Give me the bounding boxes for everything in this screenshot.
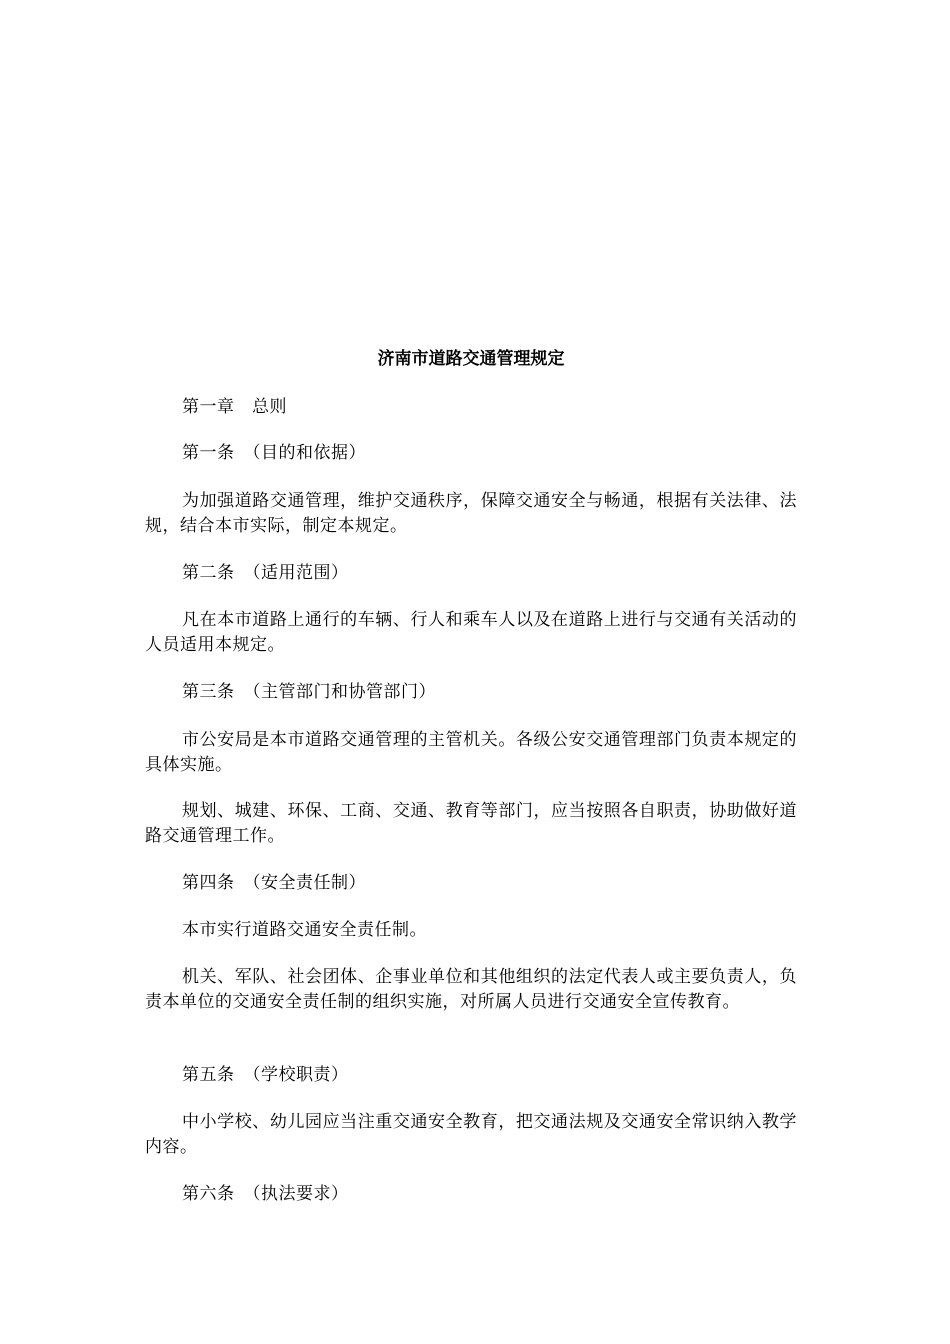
document-page (145, 0, 797, 1344)
document-title: 济南市道路交通管理规定 (377, 349, 565, 369)
article-body-1: 为加强道路交通管理，维护交通秩序，保障交通安全与畅通，根据有关法律、法规，结合本市实际，制定本规定。 (145, 491, 797, 536)
article-body-5: 中小学校、幼儿园应当注重交通安全教育，把交通法规及交通安全常识纳入教学内容。 (145, 1112, 797, 1157)
article-body-3b: 规划、城建、环保、工商、交通、教育等部门，应当按照各自职责，协助做好道路交通管理工作。 (145, 801, 797, 846)
article-heading-1: 第一条 （目的和依据） (182, 443, 366, 463)
article-heading-2: 第二条 （适用范围） (182, 563, 349, 583)
chapter-heading: 第一章 总则 (182, 397, 287, 417)
article-body-4b: 机关、军队、社会团体、企事业单位和其他组织的法定代表人或主要负责人，负责本单位的交通安全责任制的组织实施，对所属人员进行交通安全宣传教育。 (145, 967, 797, 1012)
article-heading-6: 第六条 （执法要求） (182, 1184, 349, 1204)
article-heading-3: 第三条 （主管部门和协管部门） (182, 682, 436, 702)
article-heading-4: 第四条 （安全责任制） (182, 873, 366, 893)
article-body-4a: 本市实行道路交通安全责任制。 (182, 920, 427, 940)
article-body-3a: 市公安局是本市道路交通管理的主管机关。各级公安交通管理部门负责本规定的具体实施。 (145, 730, 797, 775)
article-heading-5: 第五条 （学校职责） (182, 1065, 349, 1085)
article-body-2: 凡在本市道路上通行的车辆、行人和乘车人以及在道路上进行与交通有关活动的人员适用本规定。 (145, 610, 797, 655)
